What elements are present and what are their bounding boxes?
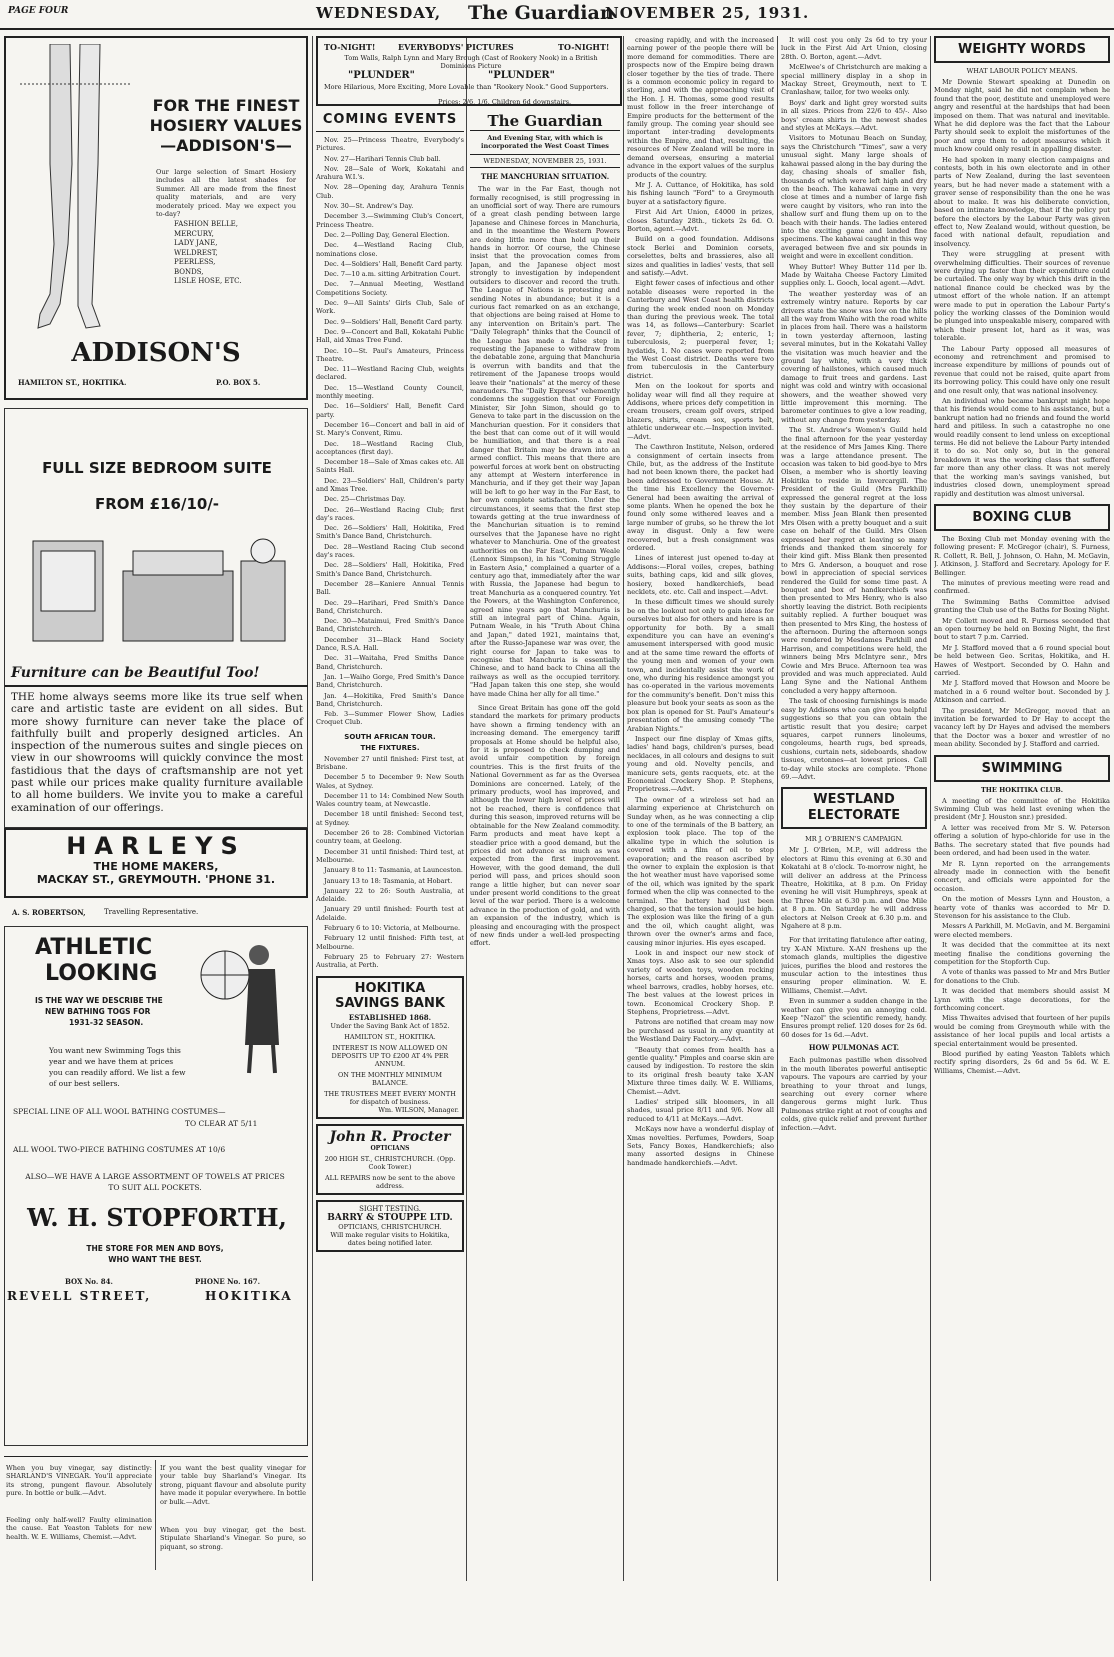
news-paragraph: For that irritating flatulence after eating, try X-AN Mixture. X-AN freshens up the stomach glands, multiplies the digestive juices, purifies the blood and restores the muscular action to the intestines thus ensuring proper elimination. W. E. Williams, Chemist.—Advt.	[781, 936, 927, 995]
harleys-ad	[4, 408, 308, 828]
brand-item: WELDREST,	[174, 248, 218, 257]
film-blurb: More Hilarious, More Exciting, More Lovable than "Rookery Nook." Good Supporters.	[324, 83, 609, 91]
news-paragraph: creasing rapidly, and with the increased earning power of the people there will be more demand for commodities. There are prospects now of the Empire being drawn closer together by the ties of trade. There is a common economic policy in regard to sterling, and with the approaching visit of the Hon. J. H. Thomas, some good results must follow in the freer interchange of Empire products for the betterment of the family group. The coming year should see important inter-trading developments within the Empire, and that, resulting, the resources of New Zealand will be more in demand overseas, ensuring a material advance in the export values of the surplus products of the country.	[627, 36, 774, 179]
event-item: December 16—Concert and ball in aid of St. Mary's Convent, Rimu.	[316, 420, 464, 438]
swimming-sub: THE HOKITIKA CLUB.	[980, 785, 1064, 794]
column-rule	[777, 36, 778, 1581]
weighty-words-box	[934, 36, 1110, 63]
event-item: Dec. 18—Westland Racing Club, acceptances (first day).	[316, 439, 464, 456]
addisons-title-3: —ADDISON'S—	[160, 136, 292, 155]
harleys-address: MACKAY ST., GREYMOUTH. 'PHONE 31.	[36, 873, 276, 886]
brand-item: LISLE HOSE, ETC.	[174, 277, 242, 285]
fixtures-title: THE FIXTURES.	[360, 743, 420, 752]
news-paragraph: Men on the lookout for sports and holiday wear will find all they require at Addisons, where prices defy competition in cream trousers, cream golf overs, striped blazers, shirts, cream sox, sports belt, athletic underwear etc.—Inspection invited.—Advt.	[627, 382, 774, 441]
event-item: Dec. 15—Westland County Council, monthly meeting.	[316, 383, 464, 401]
event-item: Dec. 28—Soldiers' Hall, Hokitika, Fred Smith's Dance Band, Christchurch.	[316, 561, 464, 578]
article-paragraph: The president, Mr McGregor, moved that an invitation be forwarded to Dr Hay to accept the vacancy left by Dr Hayes and advised the members that the Doctor was a boxer and wrestler of no mean ability. Seconded by J. Stafford and carried.	[934, 706, 1110, 749]
harleys-sub: THE HOME MAKERS,	[93, 860, 219, 873]
divider	[155, 1460, 156, 1570]
page-header	[0, 2, 1114, 30]
fixture-item: February 12 until finished: Fifth test, at Melbourne.	[316, 934, 464, 951]
col5-paragraphs-2	[781, 936, 927, 1039]
news-paragraph: The task of choosing furnishings is made easy by Addisons who can give you helpful suggestions so that you can obtain the artistic result that you desire; carpet squares, carpet runners linoleums, congoleums, hearth rugs, bed spreads, cushions, curtain nets, sideboards, shadow tissues, cretonnes—at lowest prices. Call to-day while stocks are complete. 'Phone 69.—Advt.	[781, 697, 927, 781]
event-item: Dec. 7—10 a.m. sitting Arbitration Court.	[324, 270, 461, 279]
stopforth-line1: SPECIAL LINE OF ALL WOOL BATHING COSTUMES—	[13, 1107, 226, 1116]
article-paragraph: It was decided that members should assist M Lynn with the stage decorations, for the forthcoming concert.	[934, 987, 1110, 1012]
event-item: Nov. 30—St. Andrew's Day.	[324, 202, 414, 211]
news-paragraph: In these difficult times we should surely be on the lookout not only to gain ideas for ourselves but also for others and here is an opportunity for both. By a small expenditure you can have an evening's amusement interspersed with good music and at the same time reward the efforts of the young men and women of your own town, and incidentally assist the work of one, who during his residence amongst you has co-operated in the various movements for the community's benefit. Don't miss this pleasure but book your seats as soon as the box plan is opened for St. Paul's Amateur's presentation of the amusing comedy "The Arabian Nights."	[627, 598, 774, 733]
bank-name: HOKITIKA SAVINGS BANK	[335, 980, 445, 1011]
fixture-item: February 6 to 10: Victoria, at Melbourne.	[324, 924, 461, 933]
column-4	[627, 36, 774, 1581]
event-item: Dec. 9—All Saints' Girls Club, Sale of Work.	[316, 299, 464, 316]
divider	[4, 1456, 308, 1457]
news-paragraph: Lines of interest just opened to-day at Addisons:—Floral voiles, crepes, bathing suits, bathing caps, kid and silk gloves, hosiery, boxed handkerchiefs, bead necklets, etc. etc. Call and inspect.—Advt.	[627, 554, 774, 596]
stopforth-town: HOKITIKA	[205, 1289, 293, 1303]
addisons-title-2: HOSIERY VALUES	[149, 116, 303, 135]
article-paragraph: The Boxing Club met Monday evening with the following present: F. McGregor (chair), S. Furness, R. Collett, R. Bell, J. Johnson, O. Hahn, M. McGavin, J. Atkinson, J. Stafford and Secretary. Apology for F. Bellinger.	[934, 534, 1110, 577]
film-cast: Tom Walls, Ralph Lynn and Mary Brough (Cast of Rookery Nook) in a British Dominions Picture	[344, 54, 598, 70]
fixture-item: December 31 until finished: Third test, at Melbourne.	[316, 847, 464, 864]
article-paragraph: The minutes of previous meeting were read and confirmed.	[934, 578, 1110, 596]
film-title: "PLUNDER"	[488, 70, 555, 81]
leader-para-1: The war in the Far East, though not formally recognised, is still progressing in an unofficial sort of way. There are rumours of a great clash pending between large Japanese and Chinese forces in Manchuria, and in the meantime the Western Powers are doing little more than hold up their hands in horror. Of course, the Chinese insist that the provocation comes from Japan, and the Japanese object most strongly to investigation by independent outsiders to discover and record the truth. The League of Nations is protesting and sending Notes in abundance; but it is a curious fact remarked on as an exchange, that objections are being raised at Home to any intervention on Britain's part. The "Daily Telegraph" thinks that the Council of the League has made a false step in requesting the Japanese to withdraw from the debatable zone, arguing that Manchuria is overrun with bandits and that the retirement of the Japanese troops would leave their "nationals" at the mercy of these marauders. The "Daily Express" vehemently condemns the suggestion that our Foreign Minister, Sir John Simon, should go to Geneva to take part in the discussion on the Manchurian question. For it considers that the best that can come out of it will would be humiliation, and that there is a real danger that Britain may be drawn into an armed conflict. This means that there are powerful forces at work bent on obstructing any attempt at Western interference in Manchuria, and if they get their way Japan will be left to go her way in the Far East, to her own complete satisfaction. Under the circumstances, it seems that the first step towards getting at the true inwardness of the Manchurian situation is to remind ourselves that the Japanese have no right whatever to Manchuria. One of the greatest authorities on the Far East, Putnam Weale (Lennox Simpson), in his "Coming Struggle in Eastern Asia," complained a quarter of a century ago that, immediately after the war with Russia, the Japanese had begun to treat Manchuria as a conquered country. Yet the Powers, at the Washington Conference, agreed nine years ago that Manchuria is still an integral part of China. Again, Putnam Weale, in his "Truth About China and Japan," dated 1921, maintains that, after the Russo-Japanese war was over, the right course for Japan to take was to recognise that Manchuria is essentially Chinese, and to hand back to China all the railways as well as the occupied territory. "Had Japan taken this one step, she would have made China her ally for all time."	[470, 185, 620, 698]
tour-list	[316, 755, 464, 970]
weighty-words-text	[934, 78, 1110, 498]
fixture-item: January 8 to 11: Tasmania, at Launceston.	[324, 866, 463, 875]
news-paragraph: Mr J. A. Cuttance, of Hokitika, has sold his fishing launch "Ford" to a Greymouth buyer at a satisfactory figure.	[627, 180, 774, 206]
harleys-price: FROM £16/10/-	[94, 495, 220, 513]
stopforth-line: NEW BATHING TOGS FOR	[45, 1007, 151, 1016]
tonight-label: TO-NIGHT!	[558, 42, 610, 52]
event-item: Dec. 26—Soldiers' Hall, Hokitika, Fred Smith's Dance Band, Christchurch.	[316, 524, 464, 541]
event-item: Nov. 25—Princess Theatre, Everybody's Pictures.	[316, 136, 464, 153]
stopforth-line2: ALL WOOL TWO-PIECE BATHING COSTUMES AT 10/6	[13, 1145, 226, 1154]
tour-title: SOUTH AFRICAN TOUR.	[344, 732, 436, 741]
event-item: Dec. 29—Harihari, Fred Smith's Dance Band, Christchurch.	[316, 598, 464, 615]
yeaston-ad: Feeling only half-well? Faulty elimination the cause. Eat Yeaston Tablets for new health. W. E. Williams, Chemist.—Advt.	[6, 1516, 152, 1541]
bank-act: Under the Saving Bank Act of 1852.	[330, 1021, 450, 1030]
fixture-item: December 11 to 14: Combined New South Wales country team, at Newcastle.	[316, 791, 464, 809]
savings-bank-ad	[316, 976, 464, 1119]
barry-stouppe-visits: Will make regular visits to Hokitika, dates being notified later.	[330, 1230, 450, 1247]
news-paragraph: First Aid Art Union, £4000 in prizes, closes Saturday 28th., tickets 2s 6d. O. Borton, agent.—Advt.	[627, 208, 774, 233]
brand-item: MERCURY,	[174, 229, 214, 238]
boxing-club-text	[934, 535, 1110, 749]
event-item: Dec. 4—Westland Racing Club, nominations close.	[316, 241, 464, 258]
bather-illustration	[195, 935, 295, 1075]
stopforth-line3: ALSO—WE HAVE A LARGE ASSORTMENT OF TOWELS AT PRICES TO SUIT ALL POCKETS.	[25, 1172, 285, 1192]
news-paragraph: Eight fewer cases of infectious and other notable diseases were reported in the Canterbury and West Coast health districts during the week ended noon on Monday than during the previous week. The total was 14, as follows—Canterbury: Scarlet fever, 7; diphtheria, 2; enteric, 1; tuberculosis, 2; puerperal fever, 1; hydatids, 1. No cases were reported from the West Coast district. Deaths were two from tuberculosis in the Canterbury district.	[627, 279, 774, 380]
event-item: Dec. 7—Annual Meeting, Westland Competitions Society.	[316, 280, 464, 297]
stopforth-name: W. H. STOPFORTH,	[27, 1203, 287, 1232]
event-item: Dec. 2—Polling Day, General Election.	[324, 230, 450, 239]
leader-sub: And Evening Star, with which is incorporated the West Coast Times	[481, 134, 609, 151]
header-day: WEDNESDAY,	[316, 4, 442, 22]
stopforth-title-2: LOOKING	[45, 961, 158, 986]
everybodys-pictures-ad	[316, 36, 622, 106]
news-paragraph: Inspect our fine display of Xmas gifts, ladies' hand bags, children's purses, bead necklaces, in all colours and designs to suit young and old. Novelty pencils, and manicure sets, gents racquets, etc. at the Economical Crockery Shop. P. Stephens, Proprietress.—Advt.	[627, 734, 774, 794]
addisons-address: HAMILTON ST., HOKITIKA.	[18, 378, 127, 387]
article-paragraph: On the motion of Messrs Lynn and Houston, a hearty vote of thanks was accorded to Mr D. Stevenson for his assistance to the Club.	[934, 895, 1110, 920]
harleys-rep-title: Travelling Representative.	[104, 908, 199, 916]
news-paragraph: The Cawthron Institute, Nelson, ordered a consignment of certain insects from Chile, but, as the address of the Institute had not been known there, the packet had been addressed to Government House. At the time his Excellency the Governor-General had been awaiting the arrival of some plants. When he opened the box he found only some withered leaves and a large number of grubs, so he threw the lot away in disgust. Only a few were recovered, but a fresh consignment was ordered.	[627, 443, 774, 552]
header-date: NOVEMBER 25, 1931.	[605, 4, 810, 22]
brand-item: FASHION BELLE,	[174, 220, 238, 228]
leader-headline: THE MANCHURIAN SITUATION.	[480, 172, 610, 182]
stopforth-line: IS THE WAY WE DESCRIBE THE	[35, 996, 163, 1005]
article-paragraph: It was decided that the committee at its next meeting finalise the conditions governing the competition for the Stopforth Cup.	[934, 941, 1110, 966]
col5-paragraphs	[781, 36, 927, 781]
article-paragraph: Messrs A Parkhill, M. McGavin, and M. Bergamini were elected members.	[934, 922, 1110, 939]
events-list	[316, 136, 464, 727]
procter-address: 200 HIGH ST., CHRISTCHURCH. (Opp. Cook Tower.)	[324, 1154, 456, 1171]
leader-para-2: Since Great Britain has gone off the gold standard the markets for primary products have shown a firming tendency with an increasing demand. The emergency tariff proposals at Home should be helpful also, for it is proposed to check dumping and avoid unfair competition by foreign countries. This is the first fruits of the National Government as far as the Oversea Dominions are concerned. Lately, of the primary products, wool has improved, and although the lower high level of prices will not be reached, there is confidence that during this season, improved returns will be obtainable for the New Zealand commodity. Farm products and meat have kept a steadier price with a good demand, but the prices did not advance as much as was expected from the first improvement. However, with the good demand, the dull period will pass, and prices should soon range a little higher, but can never soar under present world conditions to the great level of the war period. There is a welcome advance in the production of gold, and with an expansion of the industry, which is pleasing and encouraging with the prospect of new finds under a well-led prospecting effort.	[470, 704, 620, 948]
event-item: Nov. 27—Harihari Tennis Club ball.	[324, 154, 441, 163]
harleys-rep: A. S. ROBERTSON,	[12, 908, 86, 917]
westland-electorate-title: WESTLAND ELECTORATE	[807, 792, 901, 824]
westland-electorate-text: Mr J. O'Brien, M.P., will address the electors at Rimu this evening at 6.30 and Kokatahi at 8 o'clock. To-morrow night, he will deliver an address at the Princess Theatre, Hokitika, at 8 p.m. On Friday evening he will visit Humphreys, speak at the Three Mile at 6.30 p.m. and One Mile at 8 p.m. On Saturday he will address electors at Nelson Creek at 6.30 p.m. and Ngahere at 8 p.m.	[781, 846, 927, 930]
bank-balance: ON THE MONTHLY MINIMUM BALANCE.	[337, 1070, 443, 1087]
bank-trustees: THE TRUSTEES MEET EVERY MONTH for dispatch of business.	[324, 1089, 456, 1106]
tonight-label: TO-NIGHT!	[324, 42, 376, 52]
theatre-name: EVERYBODYS' PICTURES	[398, 42, 514, 52]
procter-logo: John R. Procter	[329, 1128, 451, 1145]
weighty-words-title: WEIGHTY WORDS	[958, 42, 1086, 57]
stopforth-line: 1931-32 SEASON.	[69, 1018, 144, 1027]
event-item: Dec. 28—Westland Racing Club second day's races.	[316, 542, 464, 560]
article-paragraph: They were struggling at present with overwhelming difficulties. Their sources of revenue were drying up faster than their expenditure could be curtailed. The only way by which this drift in the national finance could be checked was by the utmost effort of the whole nation. If an attempt were made to put in operation the Labour Party's policy the working classes of the Dominion would be plunged into unspeakable misery, compared with which their present lot, hard as it was, was tolerable.	[934, 250, 1110, 343]
article-paragraph: Mr Collett moved and R. Furness seconded that an open tourney be held on Boxing Night, the first bout to start 7 p.m. Carried.	[934, 616, 1110, 642]
news-paragraph: Build on a good foundation. Addisons stock Berlei and Dominion corsets, corselettes, belts and brassieres, also all sizes and qualities in ladies' vests, that sell and satisfy.—Advt.	[627, 235, 774, 277]
article-paragraph: Mr J. Stafford moved that Howson and Moore be matched in a 6 round welter bout. Seconded by J. Atkinson and carried.	[934, 679, 1110, 705]
addisons-pobox: P.O. BOX 5.	[216, 378, 261, 387]
boxing-club-title: BOXING CLUB	[972, 509, 1072, 525]
fixture-item: December 18 until finished: Second test, at Sydney.	[316, 810, 464, 827]
harleys-title: FULL SIZE BEDROOM SUITE	[42, 459, 272, 477]
column-rule	[930, 36, 931, 1581]
procter-note: ALL REPAIRS now be sent to the above address.	[324, 1173, 456, 1190]
pulmonas-title: HOW PULMONAS ACT.	[808, 1043, 900, 1053]
ads-column	[4, 36, 308, 1581]
fixture-item: January 29 until finished: Fourth test at Adelaide.	[316, 905, 464, 922]
event-item: December 28—Kaniere Annual Tennis Ball.	[316, 579, 464, 597]
addisons-brands	[174, 220, 242, 287]
event-item: Nov. 28—Opening day, Arahura Tennis Club.	[316, 183, 464, 200]
sharlands-ad-2: If you want the best quality vinegar for your table buy Sharland's Vinegar. Its strong, piquant flavour and absolute purity have made it popular everywhere. In bottle or bulk.—Advt.	[160, 1464, 306, 1506]
sharlands-ad: When you buy vinegar, say distinctly: SHARLAND'S VINEGAR. You'll appreciate its strong, pungent flavour. Absolutely pure. In bottle or bulk.—Advt.	[6, 1464, 152, 1498]
swimming-title: SWIMMING	[981, 760, 1063, 776]
stopforth-line1b: TO CLEAR AT 5/11	[185, 1119, 258, 1128]
fixture-item: January 22 to 26: South Australia, at Adelaide.	[316, 886, 464, 904]
news-paragraph: Whey Butter! Whey Butter 11d per lb. Made by Waitaha Cheese Factory Limited supplies only. L. Gooch, local agent.—Advt.	[781, 262, 927, 288]
article-paragraph: Mr J. Stafford moved that a 6 round special bout be held between Geo. Scritas, Hokitika, and H. Hawes of Westport. Seconded by O. Hahn and carried.	[934, 643, 1110, 677]
news-paragraph: The owner of a wireless set had an alarming experience at Christchurch on Sunday when, as he was connecting a clip to one of the terminals of the B battery, an explosion took place. The top of the alkaline type in which the solution is covered with a film of oil to stop evaporation; and the reason ascribed by the owner to explain the explosion is that the hot weather must have vaporised some of the oil, which was ignited by the spark formed when the clip was connected to the terminal. The battery had just been charged, so that the tension would be high. The explosion was like the firing of a gun and the oil, which caught alight, was thrown over the owner's arms and face, causing minor injuries. His eyes escaped.	[627, 795, 774, 947]
weighty-words-sub: WHAT LABOUR POLICY MEANS.	[966, 67, 1078, 75]
news-paragraph: Patrons are notified that cream may now be purchased as usual in any quantity at the Westland Dairy Factory.—Advt.	[627, 1018, 774, 1044]
article-paragraph: A letter was received from Mr S. W. Peterson offering a solution of hypo-chloride for use in the Baths. The secretary stated that five pounds had been ordered, and had been used in the water.	[934, 823, 1110, 858]
boxing-club-box	[934, 504, 1110, 531]
article-paragraph: Blood purified by eating Yeaston Tablets which rectify spring disorders, 2s 6d and 5s 6d. W. E. Williams, Chemist.—Advt.	[934, 1050, 1110, 1075]
news-paragraph: McKays now have a wonderful display of Xmas novelties. Perfumes, Powders, Soap Sets, Fancy Boxes, Handkerchiefs; also many assorted designs in Chinese handmade handkerchiefs.—Advt.	[627, 1125, 774, 1167]
addisons-headline	[146, 96, 306, 156]
fixture-item: February 25 to February 27: Western Australia, at Perth.	[316, 952, 464, 970]
coming-events-title: COMING EVENTS	[316, 112, 464, 132]
sharlands-ad-3: When you buy vinegar, get the best. Stipulate Sharland's Vinegar. So pure, so piquant, so strong.	[160, 1526, 306, 1551]
stopforth-ad	[4, 926, 308, 1446]
event-item: Dec. 25—Christmas Day.	[324, 495, 406, 504]
brand-item: BONDS,	[174, 267, 204, 276]
bank-manager: Wm. WILSON, Manager.	[378, 1105, 459, 1114]
fixture-item: December 26 to 28: Combined Victorian country team, at Geelong.	[316, 829, 464, 846]
leader-masthead: The Guardian	[470, 112, 620, 131]
stopforth-lines	[35, 995, 163, 1028]
event-item: Dec. 9—Soldiers' Hall, Benefit Card party.	[324, 317, 463, 326]
coming-events	[316, 112, 464, 1252]
article-paragraph: The Swimming Baths Committee advised granting the Club use of the Baths for Boxing Night.	[934, 597, 1110, 615]
news-paragraph: The St. Andrew's Women's Guild held the final afternoon for the year yesterday at the residence of Mrs James King. There was a large attendance present. The occasion was taken to bid good-bye to Mrs Olsen, a member who is shortly leaving Hokitika to reside in Invercargill. The President of the Guild (Mrs Parkhill) expressed the general regret at the loss they sustain by the departure of their member. Miss Jean Blank then presented Mrs Olsen with a pretty bouquet and a suit case on behalf of the Guild. Mrs Olsen expressed her regret at leaving so many friends and thanked them sincerely for their kind gift. Miss Blank then presented to Mrs G. Anderson, a bouquet and rose bowl in appreciation of special services rendered the Guild for some time past. A bouquet and box of handkerchiefs was then presented to Mrs Henry, who is also shortly leaving the district. Both recipients suitably replied. A further bouquet was then presented to Mrs King, the hostess of the afternoon. During the afternoon songs were rendered by Mesdames Parkhill and Harrison, and competitions were held, the winners being Mrs McIntyre senr., Mrs Cowie and Mrs Bruce. Afternoon tea was provided and was much appreciated. Auld Lang Syne and the National Anthem concluded a very happy afternoon.	[781, 426, 927, 695]
brand-item: PEERLESS,	[174, 258, 216, 266]
article-paragraph: Mr Downie Stewart speaking at Dunedin on Monday night, said he did not complain when he found that the poor, destitute and unemployed were angry and resentful at the hardships that had been imposed on them. That was natural and inevitable. What he did deplore was the fact that the Labour Party should seek to exploit the misfortunes of the poor and urge them to adopt measures which it much know could only result in appalling disaster.	[934, 78, 1110, 154]
news-paragraph: Even in summer a sudden change in the weather can give you an annoying cold. Keep "Nazol" the scientific remedy, handy. Ensures prompt relief. 120 doses for 2s 6d. 60 doses for 1s 6d.—Advt.	[781, 997, 927, 1039]
page-number: PAGE FOUR	[8, 6, 69, 16]
news-paragraph: Look in and inspect our new stock of Xmas toys. Also ask to see our splendid variety of wooden toys, wooden rocking horses, carts and horses, wooden prams, wheel barrows, cradles, hobby horses, etc. The best values at the lowest prices in town. Economical Crockery Shop. P. Stephens, Proprietress.—Advt.	[627, 949, 774, 1016]
event-item: Dec. 10—St. Paul's Amateurs, Princess Theatre.	[316, 346, 464, 363]
column-6	[934, 36, 1110, 1581]
stopforth-tagline: THE STORE FOR MEN AND BOYS, WHO WANT THE BEST.	[86, 1244, 224, 1264]
news-paragraph: "Beauty that comes from health has a gentle quality." Pimples and coarse skin are caused by indigestion. To restore the skin to its original fresh beauty take X-AN Mixture three times daily. W. E. Williams, Chemist.—Advt.	[627, 1045, 774, 1096]
addisons-name: ADDISON'S	[71, 338, 241, 368]
news-paragraph: It will cost you only 2s 6d to try your luck in the First Aid Art Union, closing 28th. O. Borton, agent.—Advt.	[781, 36, 927, 61]
pulmonas-text: Each pulmonas pastille when dissolved in the mouth liberates powerful antiseptic vapours. The vapours are carried by your breathing to your throat and lungs, searching out every corner where dangerous germs might lurk. Thus Pulmonas strike right at root of coughs and colds, give quick relief and prevent further infection.—Advt.	[781, 1056, 927, 1132]
bank-est: ESTABLISHED 1868.	[348, 1012, 432, 1022]
article-paragraph: Mr R. Lynn reported on the arrangements already made in connection with the benefit concert, and officials were appointed for the occasion.	[934, 859, 1110, 893]
event-item: Feb. 3—Summer Flower Show, Ladies Croquet Club.	[316, 710, 464, 727]
news-paragraph: The weather yesterday was of an extremely wintry nature. Reports by car drivers state the snow was low on the hills all the way from Waiho with the road white in places from hail. There was a hailstorm in town yesterday afternoon, lasting several minutes, but in the Kokatahi Valley the visitation was much heavier and the ground lay white, with a very thick covering of hailstones, which caused much damage to fruit trees and gardens. Last night was cold and wintry with occasional showers, and the weather showed very little improvement this morning. The barometer continues to give a low reading, without any change from yesterday.	[781, 289, 927, 424]
event-item: Dec. 26—Westland Racing Club; first day's races.	[316, 505, 464, 522]
barry-stouppe-name: BARRY & STOUPPE LTD.	[327, 1212, 453, 1223]
film-title: "PLUNDER"	[348, 70, 415, 81]
event-item: Jan. 1—Waiho Gorge, Fred Smith's Dance Band, Christchurch.	[316, 672, 464, 690]
event-item: Dec. 9—Concert and Ball, Kokatahi Public Hall, aid Xmas Tree Fund.	[316, 327, 464, 345]
event-item: Dec. 11—Westland Racing Club, weights declared.	[316, 365, 464, 382]
harleys-name: HARLEYS	[66, 832, 246, 860]
stopforth-phone: PHONE No. 167.	[195, 1277, 261, 1286]
masthead: The Guardian	[468, 2, 614, 24]
article-paragraph: A meeting of the committee of the Hokitika Swimming Club was held last evening when the president (Mr J. Houston snr.) presided.	[934, 796, 1110, 822]
divider	[5, 685, 308, 687]
article-paragraph: Miss Thwaites advised that fourteen of her pupils would be coming from Greymouth while with the assistance of her local pupils and local artists a special entertainment would be presented.	[934, 1014, 1110, 1048]
addisons-body: Our large selection of Smart Hosiery includes all the latest shades for Summer. All are made from the finest quality materials, and are very moderately priced. May we expect you to-day?	[156, 168, 296, 219]
bedroom-suite-illustration	[23, 531, 289, 649]
sight-testing: SIGHT TESTING.	[359, 1204, 421, 1213]
event-item: December 3.—Swimming Club's Concert, Princess Theatre.	[316, 212, 464, 229]
event-item: December 31—Black Hand Society Dance, R.S.A. Hall.	[316, 635, 464, 653]
barry-stouppe-ad	[316, 1200, 464, 1252]
article-paragraph: He had spoken in many election campaigns and contests, both in his own electorate and in other parts of New Zealand, during the last seventeen years, but he had never made a statement with a graver sense of responsibility than the one he was about to make. It was his deliberate conviction, based on intimate knowledge, that if the policy put before the electors by the Labour Party was given effect to, New Zealand would, without question, be faced with national default, repudiation and insolvency.	[934, 155, 1110, 248]
event-item: Dec. 23—Soldiers' Hall, Children's party and Xmas Tree.	[316, 476, 464, 493]
swimming-text	[934, 797, 1110, 1076]
stopforth-box: BOX No. 84.	[65, 1277, 113, 1286]
article-paragraph: The Labour Party opposed all measures of economy and retrenchment and promised to increase expenditure by millions of pounds out of revenue that could not be raised, quite apart from its borrowing policy. This could have only one result and one result only, that was national insolvency.	[934, 344, 1110, 395]
event-item: Jan. 4—Hokitika, Fred Smith's Dance Band, Christchurch.	[316, 691, 464, 708]
harleys-nameplate	[4, 828, 308, 898]
stopforth-body: You want new Swimming Togs this year and we have them at prices you can readily afford. We list a few of our best sellers.	[49, 1046, 186, 1088]
barry-stouppe-sub: OPTICIANS, CHRISTCHURCH.	[338, 1222, 442, 1231]
news-paragraph: Visitors to Motunau Beach on Sunday, says the Christchurch "Times", saw a very unusual sight. Many large shoals of kahawai passed along in the bay during the day, chasing shoals of smaller fish, thousands of which were left high and dry on the beach. The kahawai came in very close at times and a number of large fish were caught by visitors, who ran into the shallow surf and flung them up on to the beach with their hands. The ladies entered into the exciting game and landed fine specimens. The kahawai caught in this way averaged between five and six pounds in weight and were in excellent condition.	[781, 134, 927, 261]
leader-dateline: WEDNESDAY, NOVEMBER 25, 1931.	[470, 154, 620, 168]
addisons-title-1: FOR THE FINEST	[152, 96, 300, 115]
westland-electorate-box	[781, 787, 927, 829]
stocking-legs-illustration	[20, 44, 140, 344]
event-item: Dec. 4—Soldiers' Hall, Benefit Card party.	[324, 259, 463, 268]
stopforth-street: REVELL STREET,	[7, 1289, 152, 1303]
procter-ad	[316, 1124, 464, 1195]
event-item: Dec. 30—Mataimui, Fred Smith's Dance Band, Christchurch.	[316, 617, 464, 634]
harleys-body: THE home always seems more like its true self when care and artistic taste are evident on all sides. But more showy furniture can never take the place of faithfully built and properly designed articles. An inspection of the numerous suites and single pieces on view in our showrooms will quickly convince the most fastidious that the days of craftsmanship are not yet past while our prices make quality furniture available to all home builders. We invite you to make a careful examination of our offerings.	[11, 691, 303, 814]
column-5	[781, 36, 927, 1581]
event-item: Dec. 16—Soldiers' Hall, Benefit Card party.	[316, 402, 464, 419]
swimming-box	[934, 755, 1110, 782]
brand-item: LADY JANE,	[174, 239, 218, 247]
event-item: December 18—Sale of Xmas cakes etc. All Saints Hall.	[316, 458, 464, 475]
stopforth-title-1: ATHLETIC	[35, 935, 153, 960]
bank-address: HAMILTON ST., HOKITIKA.	[344, 1032, 436, 1041]
event-item: Dec. 31—Waitaha, Fred Smiths Dance Band, Christchurch.	[316, 654, 464, 671]
news-paragraph: Boys' dark and light grey worsted suits in all sizes. Prices from 22/6 to 45/-. Also boys' cream shirts in the newest shades and styles at McKays.—Advt.	[781, 98, 927, 133]
news-paragraph: McElwee's of Christchurch are making a special millinery display in a shop in Mackay Street, Greymouth, next to T. Cranlashaw, tailor, for two weeks only.	[781, 63, 927, 97]
news-paragraph: Ladies' striped silk bloomers, in all shades, usual price 8/11 and 9/6. Now all reduced to 4/11 at McKays.—Advt.	[627, 1097, 774, 1123]
article-paragraph: An individual who became bankrupt might hope that his friends would come to his assistance, but a bankrupt nation had no friends and found the world hard and pitiless. In such a catastrophe no one would readily consent to lend unless on exceptional terms. He did not believe the Labour Party intended it to do so. Not only so, but in the general breakdown it was the working class that suffered far more than any other class. It was not merely that the working man's savings vanished, but industries closed down, unemployment spread rapidly and destitution was almost universal.	[934, 397, 1110, 498]
addisons-ad	[4, 36, 308, 400]
fixture-item: November 27 until finished: First test, at Brisbane.	[316, 754, 464, 771]
fixture-item: January 13 to 18: Tasmania, at Hobart.	[324, 876, 453, 885]
fixture-item: December 5 to December 9: New South Wales, at Sydney.	[316, 773, 464, 790]
film-prices: Prices: 2/6, 1/6. Children 6d downstairs.	[438, 98, 572, 106]
procter-sub: OPTICIANS	[370, 1144, 410, 1152]
westland-electorate-sub: MR J. O'BRIEN'S CAMPAIGN.	[805, 835, 903, 844]
event-item: Nov. 28—Sale of Work, Kokatahi and Arahura W.I.'s.	[316, 164, 464, 182]
harleys-slogan: Furniture can be Beautiful Too!	[11, 665, 260, 681]
bank-interest: INTEREST IS NOW ALLOWED ON DEPOSITS UP TO £200 AT 4% PER ANNUM.	[331, 1043, 449, 1068]
article-paragraph: A vote of thanks was passed to Mr and Mrs Butler for donations to the Club.	[934, 968, 1110, 985]
leader-column	[470, 112, 620, 1657]
column-rule	[312, 36, 313, 1581]
